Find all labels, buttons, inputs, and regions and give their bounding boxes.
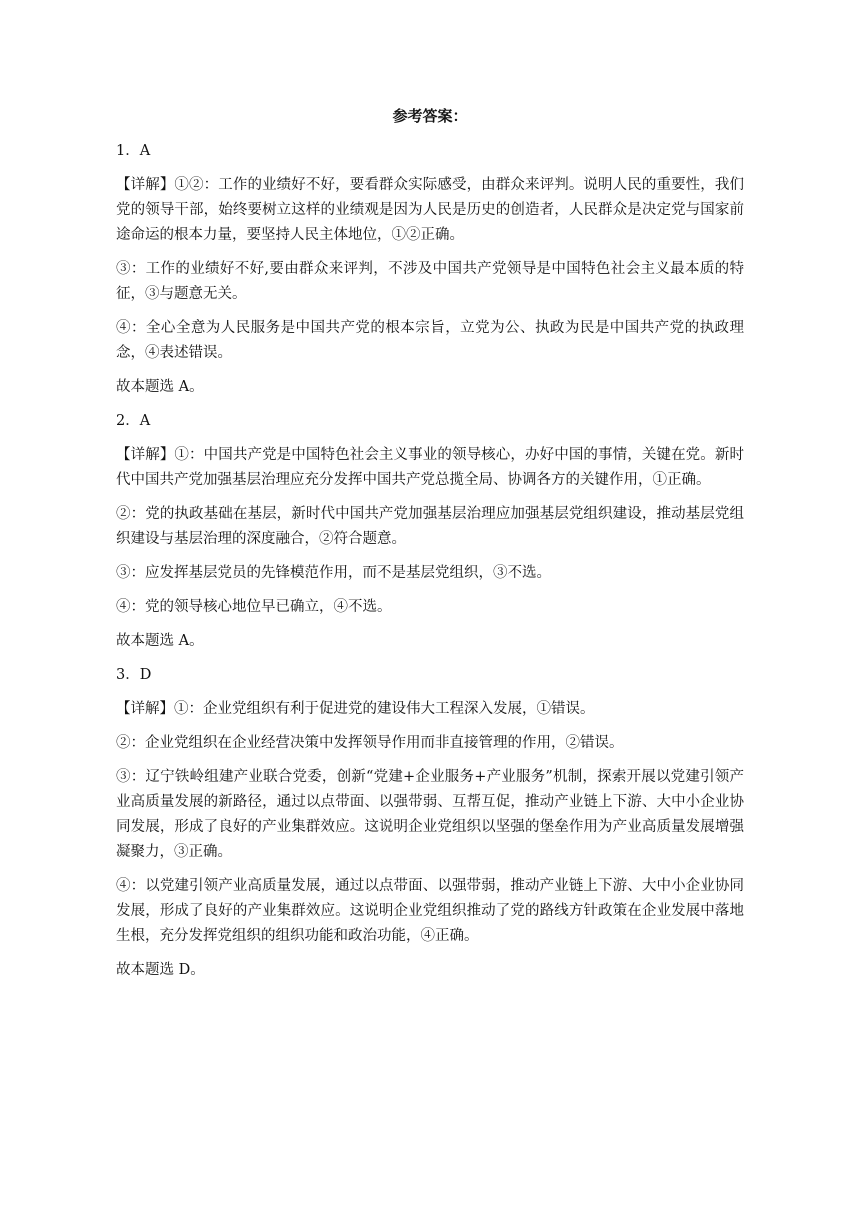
- explanation-paragraph: ②：党的执政基础在基层，新时代中国共产党加强基层治理应加强基层党组织建设，推动基层党组织建设与基层治理的深度融合，②符合题意。: [116, 506, 744, 547]
- explanation-paragraph: ④：党的领导核心地位早已确立，④不选。: [116, 599, 392, 615]
- explanation-paragraph: ③：工作的业绩好不好,要由群众来评判，不涉及中国共产党领导是中国特色社会主义最本质的特征，③与题意无关。: [116, 261, 744, 302]
- answer-document: [116, 104, 744, 992]
- answer-conclusion: 故本题选 A。: [116, 379, 204, 395]
- page-title: 参考答案：: [392, 107, 468, 125]
- explanation-paragraph: ③：辽宁铁岭组建产业联合党委，创新“党建+企业服务+产业服务”机制，探索开展以党建引领产业高质量发展的新路径，通过以点带面、以强带弱、互帮互促，推动产业链上下游、大中小企业协同发展，形成了良好的产业集群效应。这说明企业党组织以坚强的堡垒作用为产业高质量发展增强凝聚力，③正确。: [116, 769, 744, 860]
- question-1: [116, 139, 744, 400]
- explanation-paragraph: 【详解】①②：工作的业绩好不好，要看群众实际感受，由群众来评判。说明人民的重要性，我们党的领导干部，始终要树立这样的业绩观是因为人民是历史的创造者，人民群众是决定党与国家前途命运的根本力量，要坚持人民主体地位，①②正确。: [116, 177, 744, 243]
- question-number: 3．D: [116, 667, 152, 683]
- question-2: [116, 409, 744, 654]
- explanation-paragraph: ②：企业党组织在企业经营决策中发挥领导作用而非直接管理的作用，②错误。: [116, 735, 624, 751]
- explanation-paragraph: 【详解】①：中国共产党是中国特色社会主义事业的领导核心，办好中国的事情，关键在党。新时代中国共产党加强基层治理应充分发挥中国共产党总揽全局、协调各方的关键作用，①正确。: [116, 447, 744, 488]
- answer-conclusion: 故本题选 D。: [116, 962, 205, 978]
- question-3: [116, 663, 744, 983]
- explanation-paragraph: ③：应发挥基层党员的先锋模范作用，而不是基层党组织，③不选。: [116, 565, 551, 581]
- answer-conclusion: 故本题选 A。: [116, 633, 204, 649]
- explanation-paragraph: 【详解】①：企业党组织有利于促进党的建设伟大工程深入发展，①错误。: [116, 701, 595, 717]
- question-number: 2．A: [116, 413, 151, 429]
- question-number: 1．A: [116, 143, 151, 159]
- explanation-paragraph: ④：全心全意为人民服务是中国共产党的根本宗旨，立党为公、执政为民是中国共产党的执政理念，④表述错误。: [116, 320, 744, 361]
- explanation-paragraph: ④：以党建引领产业高质量发展，通过以点带面、以强带弱，推动产业链上下游、大中小企业协同发展，形成了良好的产业集群效应。这说明企业党组织推动了党的路线方针政策在企业发展中落地生根，充分发挥党组织的组织功能和政治功能，④正确。: [116, 878, 744, 944]
